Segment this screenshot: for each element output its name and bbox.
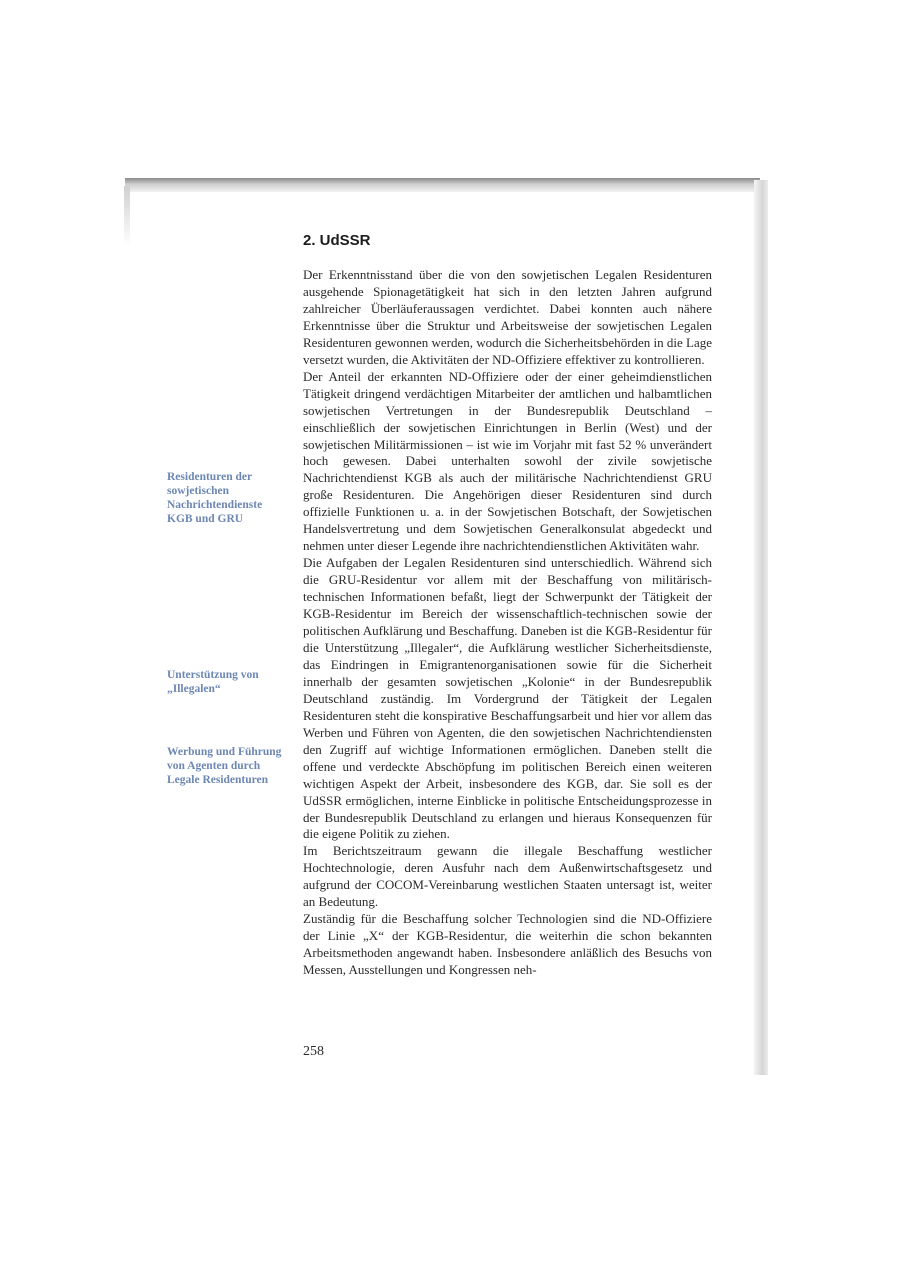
paragraph: Zuständig für die Beschaffung solcher Technologien sind die ND-Offiziere der Linie „X“ der KGB-Residentur, die weiterhin die schon bekannten Arbeitsmethoden angewandt haben. Insbesondere anläßlich des Besuchs von Messen, Ausstellungen und Kongressen neh- [303,911,712,978]
paragraph: Die Aufgaben der Legalen Residenturen sind unterschiedlich. Während sich die GRU-Residentur vor allem mit der Beschaffung von militärisch-technischen Informationen befaßt, liegt der Schwerpunkt der Tätigkeit der KGB-Residentur im Bereich der wissenschaftlich-technischen sowie der politischen Aufklärung und Beschaffung. Daneben ist die KGB-Residentur für die Unterstützung „Illegaler“, die Aufklärung westlicher Sicherheitsdienste, das Eindringen in Emigrantenorganisationen sowie für die Sicherheit innerhalb der gesamten sowjetischen „Kolonie“ in der Bundesrepublik Deutschland zuständig. Im Vordergrund der Tätigkeit der Legalen Residenturen steht die konspirative Beschaffungsarbeit und hier vor allem das Werben und Führen von Agenten, die den sowjetischen Nachrichtendiensten den Zugriff auf wichtige Informationen ermöglichen. Daneben stellt die offene und verdeckte Abschöpfung im politischen Bereich einen weiteren wichtigen Aspekt der Arbeit, insbesondere des KGB, dar. Sie soll es der UdSSR ermöglichen, interne Einblicke in politische Entscheidungsprozesse in der Bundesrepublik Deutschland zu erlangen und hieraus Konsequenzen für die eigene Politik zu ziehen. [303,555,712,842]
margin-note-residenturen: Residenturen der sowjetischen Nachrichtendienste KGB und GRU [167,471,263,525]
scan-shadow-right [754,180,768,1075]
scan-shadow-top [125,178,760,192]
paragraph: Im Berichtszeitraum gewann die illegale Beschaffung westlicher Hochtechnologie, deren Ausfuhr nach dem Außenwirtschaftsgesetz und aufgrund der COCOM-Vereinbarung westlichen Staaten untersagt ist, weiter an Bedeutung. [303,843,712,910]
margin-note-illegale: Unterstützung von „Illegalen“ [167,669,259,695]
page-number: 258 [303,1044,324,1059]
paragraph: Der Anteil der erkannten ND-Offiziere oder der einer geheimdienstlichen Tätigkeit dringend verdächtigen Mitarbeiter der amtlichen und halbamtlichen sowjetischen Vertretungen in der Bundesrepublik Deutschland – einschließlich der sowjetischen Einrichtungen in Berlin (West) und der sowjetischen Militärmissionen – ist wie im Vorjahr mit fast 52 % unverändert hoch gewesen. Dabei unterhalten sowohl der zivile sowjetische Nachrichtendienst KGB als auch der militärische Nachrichtendienst GRU große Residenturen. Die Angehörigen dieser Residenturen sind durch offizielle Funktionen u. a. in der Sowjetischen Botschaft, der Sowjetischen Handelsvertretung und dem Sowjetischen Generalkonsulat abgedeckt und nehmen unter dieser Legende ihre nachrichtendienstlichen Aktivitäten wahr. [303,368,712,554]
scan-shadow-left [124,186,130,246]
paragraph: Der Erkenntnisstand über die von den sowjetischen Legalen Residenturen ausgehende Spionagetätigkeit hat sich in den letzten Jahren aufgrund zahlreicher Überläuferaussagen verdichtet. Dabei konnten auch nähere Erkenntnisse über die Struktur und Arbeitsweise der sowjetischen Legalen Residenturen gewonnen werden, wodurch die Sicherheitsbehörden in die Lage versetzt wurden, die Aktivitäten der ND-Offiziere effektiver zu kontrollieren. [303,267,713,367]
section-title: 2. UdSSR [303,232,371,249]
body-text [303,267,712,979]
margin-note-agenten: Werbung und Führung von Agenten durch Legale Residenturen [167,746,282,786]
